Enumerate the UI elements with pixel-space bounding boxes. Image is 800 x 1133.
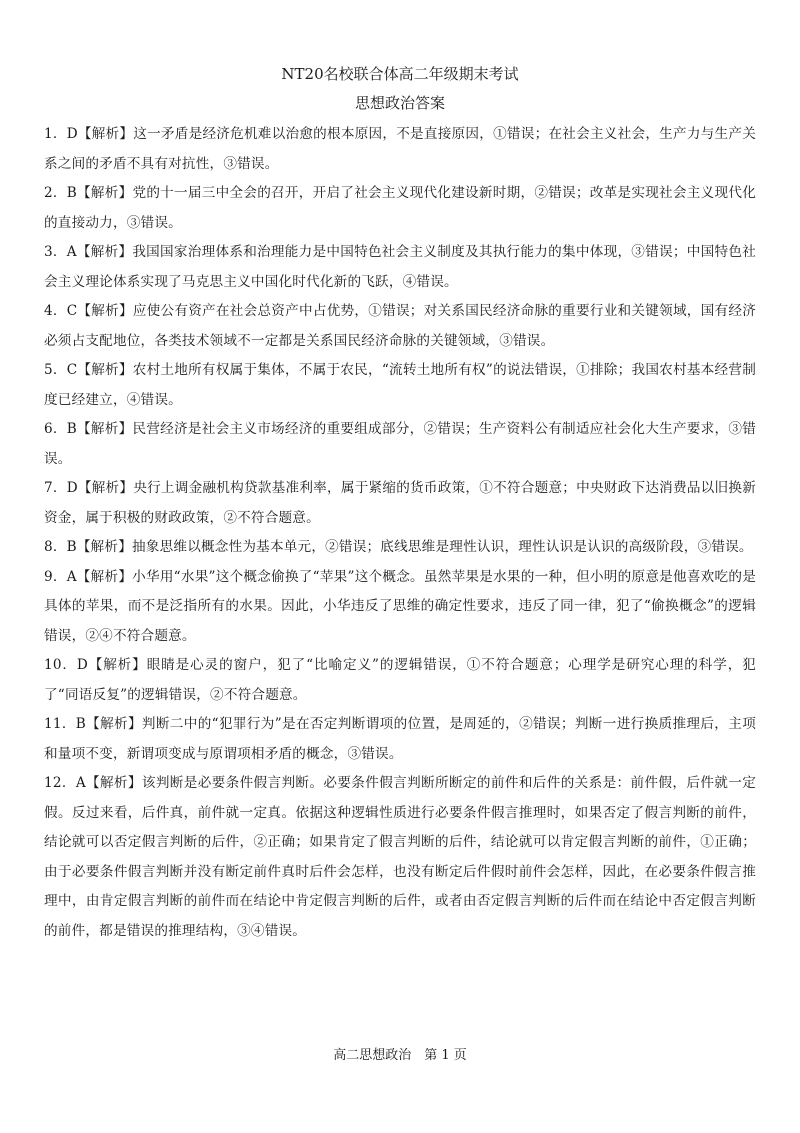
answer-explanation: 应使公有资产在社会总资产中占优势，①错误；对关系国民经济命脉的重要行业和关键领域，国有经济必须占支配地位，各类技术领域不一定都是关系国民经济命脉的关键领域，③错误。: [44, 303, 756, 349]
answer-lead: 9．A【解析】: [44, 568, 133, 585]
document-title: NT20名校联合体高二年级期末考试: [281, 65, 519, 83]
answer-explanation: 抽象思维以概念性为基本单元，②错误；底线思维是理性认识，理性认识是认识的高级阶段，③错误。: [132, 539, 753, 555]
answer-explanation: 眼睛是心灵的窗户，犯了“比喻定义”的逻辑错误，①不符合题意；心理学是研究心理的科学，犯了“同语反复”的逻辑错误，②不符合题意。: [44, 657, 757, 703]
answer-item-8: [44, 533, 756, 563]
answer-item-9: [44, 563, 756, 652]
answer-lead: 11．B【解析】: [44, 716, 142, 732]
answer-lead: 10．D【解析】: [44, 657, 147, 673]
answer-item-6: [44, 415, 756, 474]
answer-lead: 4．C【解析】: [44, 303, 133, 319]
answer-item-11: [44, 710, 756, 769]
answer-item-5: [44, 356, 756, 415]
answer-item-2: [44, 179, 756, 238]
answer-item-4: [44, 297, 756, 356]
answer-lead: 6．B【解析】: [44, 421, 133, 437]
answer-list: [44, 120, 756, 946]
answer-explanation: 央行上调金融机构贷款基准利率，属于紧缩的货币政策，①不符合题意；中央财政下达消费品以旧换新资金，属于积极的财政政策，②不符合题意。: [44, 480, 757, 526]
answer-item-12: [44, 769, 756, 946]
answer-item-7: [44, 474, 756, 533]
answer-item-1: [44, 120, 756, 179]
page-footer: 高二思想政治 第 1 页: [333, 1048, 467, 1063]
answer-item-3: [44, 238, 756, 297]
answer-explanation: 小华用“水果”这个概念偷换了“苹果”这个概念。虽然苹果是水果的一种，但小明的原意是他喜欢吃的是具体的苹果，而不是泛指所有的水果。因此，小华违反了思维的确定性要求，违反了同一律，犯了“偷换概念”的逻辑错误，②④不符合题意。: [44, 568, 756, 644]
answer-lead: 8．B【解析】: [44, 539, 133, 555]
answer-explanation: 我国国家治理体系和治理能力是中国特色社会主义制度及其执行能力的集中体现，③错误；中国特色社会主义理论体系实现了马克思主义中国化时代化新的飞跃，④错误。: [44, 244, 756, 290]
document-subtitle: 思想政治答案: [354, 94, 445, 112]
answer-explanation: 农村土地所有权属于集体，不属于农民，“流转土地所有权”的说法错误，①排除；我国农村基本经营制度已经建立，④错误。: [44, 362, 756, 408]
answer-lead: 2．B【解析】: [44, 185, 133, 201]
answer-item-10: [44, 651, 756, 710]
answer-lead: 3．A【解析】: [44, 244, 133, 260]
answer-explanation: 民营经济是社会主义市场经济的重要组成部分，②错误；生产资料公有制适应社会化大生产要求，③错误。: [44, 421, 757, 467]
answer-lead: 5．C【解析】: [44, 362, 133, 378]
answer-lead: 12．A【解析】: [44, 775, 142, 791]
answer-lead: 1．D【解析】: [44, 126, 134, 142]
answer-lead: 7．D【解析】: [44, 480, 134, 496]
answer-explanation: 这一矛盾是经济危机难以治愈的根本原因，不是直接原因，①错误；在社会主义社会，生产力与生产关系之间的矛盾不具有对抗性，③错误。: [44, 126, 757, 172]
answer-explanation: 该判断是必要条件假言判断。必要条件假言判断所断定的前件和后件的关系是：前件假，后件就一定假。反过来看，后件真，前件就一定真。依据这种逻辑性质进行必要条件假言推理时，如果否定了假言判断的前件，结论就可以否定假言判断的后件，②正确；如果肯定了假言判断的后件，结论就可以肯定假言判断的前件，①正确；由于必要条件假言判断并没有断定前件真时后件会怎样，也没有断定后件假时前件会怎样，因此，在必要条件假言推理中，由肯定假言判断的前件而在结论中肯定假言判断的后件，或者由否定假言判断的后件而在结论中否定假言判断的前件，都是错误的推理结构，③④错误。: [44, 775, 756, 939]
answer-explanation: 判断二中的“犯罪行为”是在否定判断谓项的位置，是周延的，②错误；判断一进行换质推理后，主项和量项不变，新谓项变成与原谓项相矛盾的概念，③错误。: [44, 716, 756, 762]
answer-explanation: 党的十一届三中全会的召开，开启了社会主义现代化建设新时期，②错误；改革是实现社会主义现代化的直接动力，③错误。: [44, 185, 757, 231]
